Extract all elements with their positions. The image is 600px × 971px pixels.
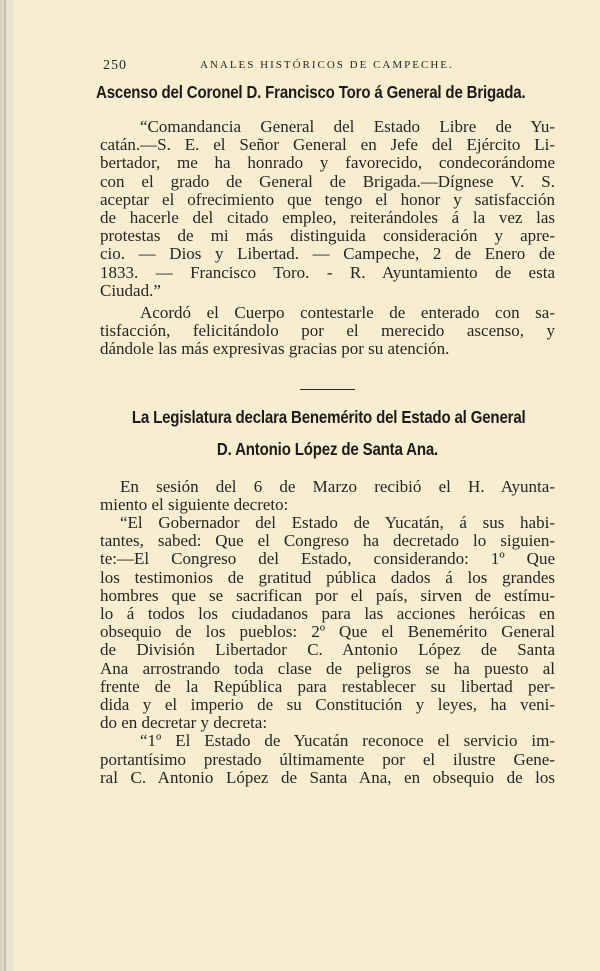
text-line: frente de la República para restablecer su libertad per-: [100, 676, 555, 696]
text-line: protestas de mi más distinguida consideración y apre-: [100, 226, 555, 246]
text-line: con el grado de General de Brigada.—Dígnese V. S.: [100, 171, 555, 191]
text-line: miento el siguiente decreto:: [100, 494, 289, 514]
text-line: cio. — Dios y Libertad. — Campeche, 2 de Enero de: [100, 244, 555, 264]
section-2-heading-line-1: La Legislatura declara Benemérito del Estado al General: [131, 406, 526, 427]
text-line: de División Libertador C. Antonio López de Santa: [100, 640, 555, 660]
running-head: [100, 56, 555, 76]
spine-line: [4, 0, 6, 971]
text-line: “Comandancia General del Estado Libre de Yu-: [140, 117, 555, 136]
text-line: do en decretar y decreta:: [100, 713, 268, 733]
text-line: 1833. — Francisco Toro. - R. Ayuntamiento de esta: [100, 262, 555, 282]
text-line: bertador, me ha honrado y favorecido, condecorándome: [100, 153, 555, 173]
text-line: dida y el imperio de su Constitución y leyes, ha veni-: [100, 695, 555, 715]
text-line: aceptar el ofrecimiento que tengo el honor y satisfacción: [100, 189, 555, 209]
text-line: “El Gobernador del Estado de Yucatán, á sus habi-: [120, 513, 555, 533]
section-2-heading-line-2: D. Antonio López de Santa Ana.: [216, 438, 439, 459]
text-line: los testimonios de gratitud pública dados á los grandes: [100, 567, 555, 587]
text-line: Ciudad.”: [100, 280, 161, 300]
text-line: “1º El Estado de Yucatán reconoce el servicio im-: [140, 731, 555, 751]
page-number: 250: [103, 58, 127, 73]
section-1-letter: [100, 118, 555, 300]
text-line: portantísimo prestado últimamente por el ilustre Gene-: [100, 749, 555, 769]
text-line: hombres que se sacrifican por el país, sirven de estímu-: [100, 585, 555, 605]
text-line: te:—El Congreso del Estado, considerando: 1º Que: [100, 549, 555, 569]
section-1-resolution: [100, 304, 555, 359]
text-line: ral C. Antonio López de Santa Ana, en obsequio de los: [100, 767, 555, 787]
text-line: En sesión del 6 de Marzo recibió el H. Ayunta-: [120, 476, 555, 496]
section-1-heading: Ascenso del Coronel D. Francisco Toro á General de Brigada.: [96, 82, 526, 102]
section-2-body: [100, 478, 555, 787]
text-line: lo á todos los ciudadanos para las acciones heróicas en: [100, 604, 555, 624]
text-line: Ana arrostrando toda clase de peligros se ha puesto al: [100, 658, 555, 678]
text-line: tisfacción, felicitándolo por el merecido ascenso, y: [100, 321, 555, 341]
text-line: Acordó el Cuerpo contestarle de enterado con sa-: [140, 303, 555, 323]
section-divider: [300, 389, 355, 390]
text-line: dándole las más expresivas gracias por su atención.: [100, 339, 450, 359]
text-line: obsequio de los pueblos: 2º Que el Benemérito General: [100, 622, 555, 642]
text-line: de hacerle del citado empleo, reiterándoles á la vez las: [100, 208, 555, 228]
text-line: catán.—S. E. el Señor General en Jefe del Ejército Li-: [100, 135, 555, 155]
book-spine-edge: [0, 0, 14, 971]
text-line: tantes, sabed: Que el Congreso ha decretado lo siguien-: [100, 531, 555, 551]
running-title: ANALES HISTÓRICOS DE CAMPECHE.: [200, 59, 454, 71]
book-page: [96, 56, 555, 787]
